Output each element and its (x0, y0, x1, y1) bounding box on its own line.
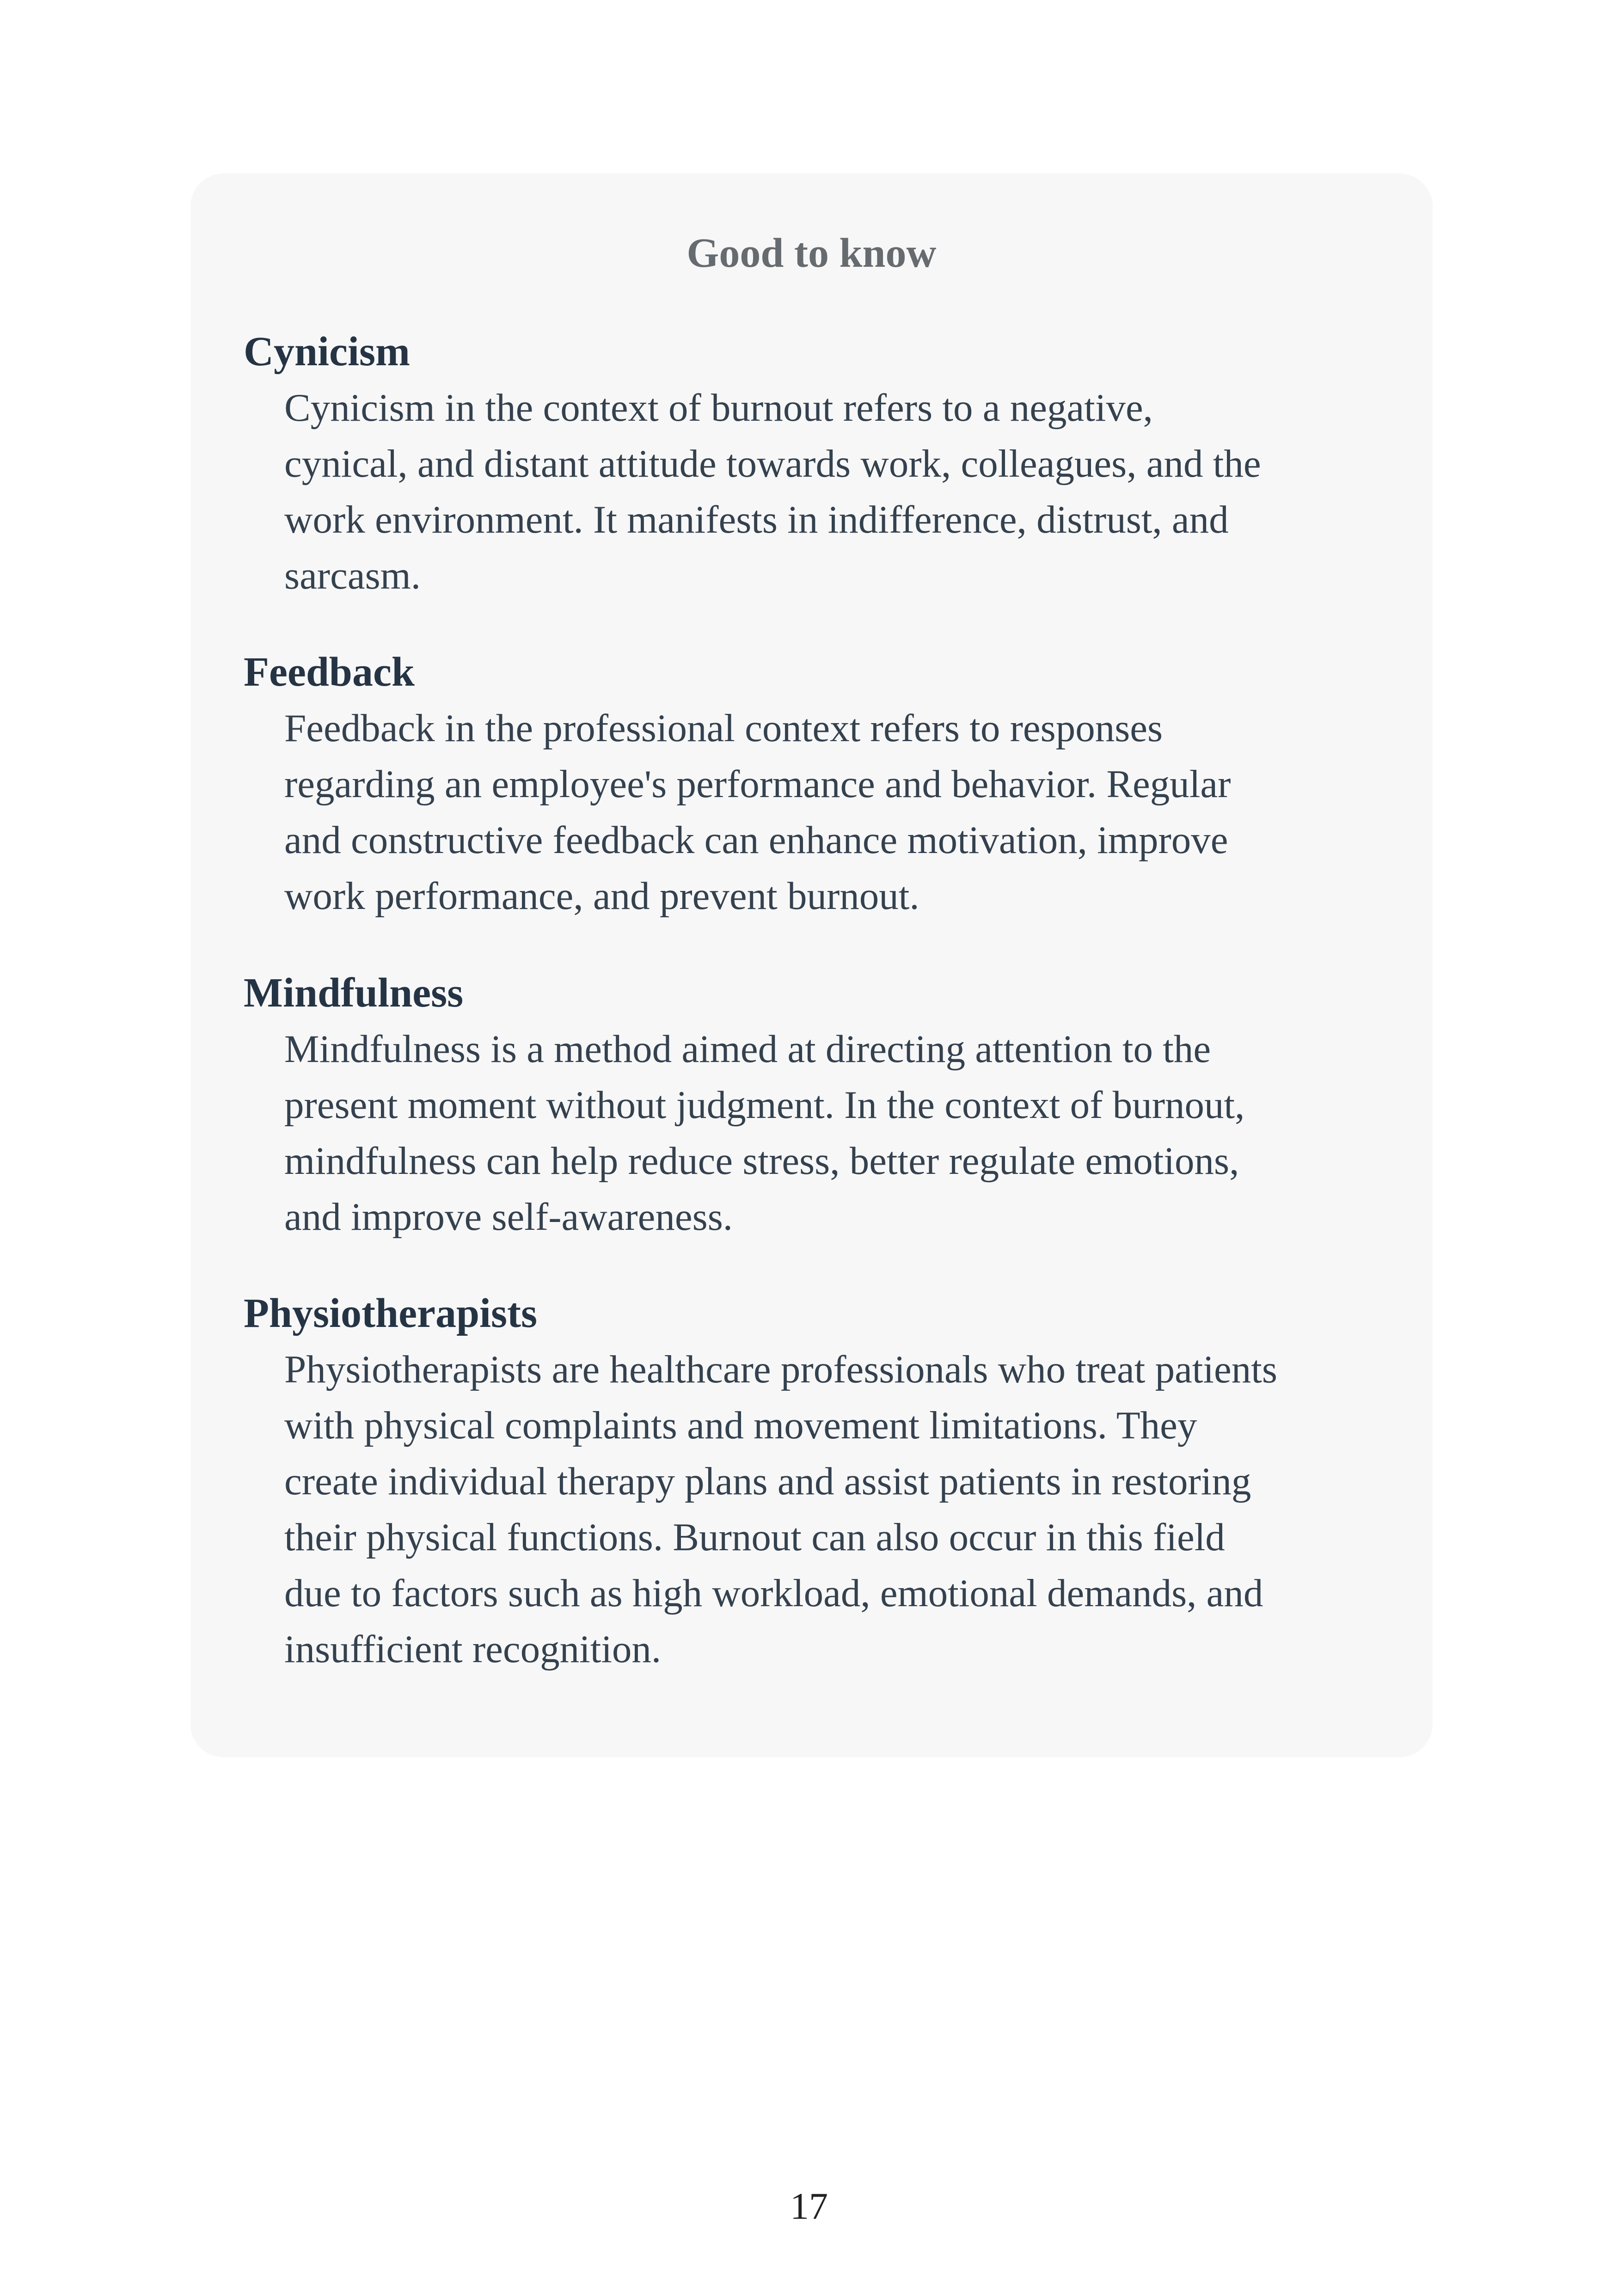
definition-line: and improve self-awareness. (284, 1195, 733, 1239)
glossary-term: Physiotherapists (244, 1290, 538, 1336)
definition-line: due to factors such as high workload, emotional demands, and (284, 1572, 1263, 1615)
definition-line: regarding an employee's performance and behavior. Regular (284, 762, 1231, 806)
definition-line: sarcasm. (284, 554, 421, 597)
definition-line: work environment. It manifests in indifference, distrust, and (284, 498, 1229, 541)
definition-line: with physical complaints and movement limitations. They (284, 1404, 1197, 1447)
glossary-entry-cynicism (244, 324, 1390, 604)
glossary-term: Feedback (244, 649, 415, 695)
glossary-term: Cynicism (244, 329, 410, 374)
box-title: Good to know (686, 230, 937, 276)
definition-line: work performance, and prevent burnout. (284, 874, 919, 918)
definition-line: Cynicism in the context of burnout refers to a negative, (284, 386, 1153, 430)
glossary-definition (284, 1342, 1390, 1677)
definition-line: Mindfulness is a method aimed at directing attention to the (284, 1027, 1211, 1071)
definition-line: Physiotherapists are healthcare professionals who treat patients (284, 1348, 1277, 1391)
definition-line: create individual therapy plans and assist patients in restoring (284, 1460, 1251, 1503)
glossary-definition (284, 1021, 1390, 1245)
page-number: 17 (790, 2185, 828, 2227)
definition-line: their physical functions. Burnout can also occur in this field (284, 1516, 1225, 1559)
glossary-entry-feedback (244, 644, 1390, 924)
definition-line: and constructive feedback can enhance motivation, improve (284, 818, 1228, 862)
glossary-entry-physiotherapists (244, 1285, 1390, 1677)
definition-line: Feedback in the professional context refers to responses (284, 706, 1163, 750)
glossary-entry-mindfulness (244, 965, 1390, 1245)
definition-line: cynical, and distant attitude towards work, colleagues, and the (284, 442, 1261, 485)
definition-line: insufficient recognition. (284, 1627, 662, 1671)
glossary-definition (284, 700, 1390, 924)
glossary-definition (284, 380, 1390, 604)
glossary-term: Mindfulness (244, 970, 464, 1016)
definition-line: mindfulness can help reduce stress, better regulate emotions, (284, 1139, 1239, 1183)
good-to-know-box (190, 173, 1433, 1757)
definition-line: present moment without judgment. In the context of burnout, (284, 1083, 1245, 1127)
